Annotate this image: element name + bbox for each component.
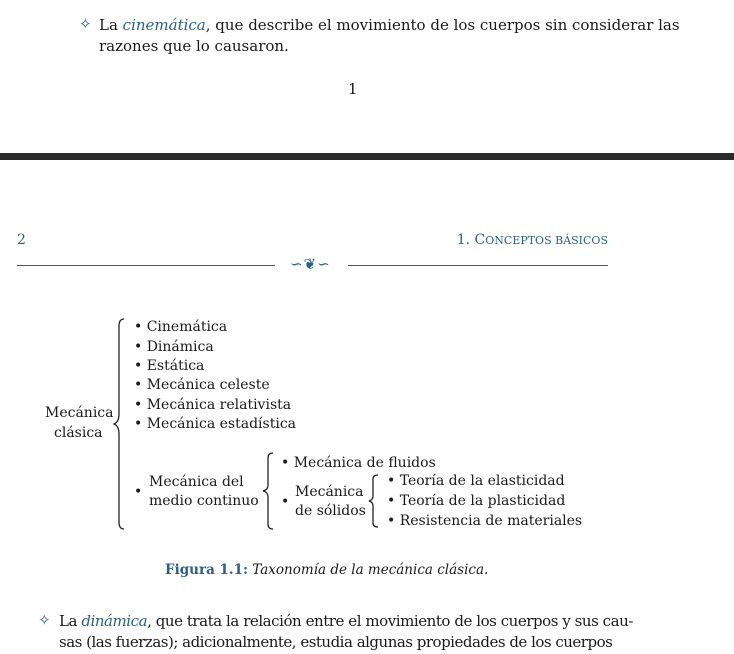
solids-line1: Mecánica [295, 484, 364, 500]
branch-plasticidad: • Teoría de la plasticidad [387, 493, 566, 509]
page-number-2: 2 [17, 232, 26, 248]
bullet-diamond-icon: ✧ [38, 611, 51, 629]
cinematica-item-line2: razones que lo causaron. [99, 37, 289, 55]
header-rule-left [17, 265, 275, 266]
item-text: , que trata la relación entre el movimiento de los cuerpos y sus cau- [147, 612, 633, 630]
branch-mecanica-fluidos: • Mecánica de fluidos [281, 455, 436, 471]
page-separator [0, 153, 734, 160]
solids-line2: de sólidos [295, 503, 366, 519]
main-brace [113, 318, 127, 530]
branch-dinamica: • Dinámica [134, 339, 214, 355]
cinematica-item-line1 [99, 15, 680, 35]
figure-caption-text: Taxonomía de la mecánica clásica. [252, 562, 489, 578]
branch-mecanica-relativista: • Mecánica relativista [134, 397, 292, 413]
running-header [457, 232, 608, 248]
chapter-number: 1. [456, 232, 475, 248]
branch-elasticidad: • Teoría de la elasticidad [387, 473, 565, 489]
ornament-icon: ∽❦∽ [290, 255, 331, 273]
solids-brace [368, 474, 380, 528]
dinamica-item-line1 [59, 611, 633, 631]
continuum-brace [262, 452, 276, 530]
branch-mecanica-estadistica: • Mecánica estadística [134, 416, 297, 432]
continuum-bullet: • [134, 484, 143, 500]
dinamica-item-line2: sas (las fuerzas); adicionalmente, estudia algunas propiedades de los cuerpos [59, 633, 613, 651]
branch-estatica: • Estática [134, 358, 205, 374]
continuum-line1: Mecánica del [149, 474, 244, 490]
header-rule-right [348, 265, 608, 266]
chapter-title-smallcaps: ONCEPTOS BÁSICOS [485, 234, 608, 247]
solids-bullet: • [281, 494, 290, 510]
bullet-diamond-icon: ✧ [79, 15, 92, 33]
taxonomy-root-line2: clásica [54, 425, 103, 441]
continuum-line2: medio continuo [149, 493, 259, 509]
item-prefix: La [99, 16, 123, 34]
branch-cinematica: • Cinemática [134, 319, 228, 335]
branch-mecanica-celeste: • Mecánica celeste [134, 377, 270, 393]
chapter-title-initial: C [474, 232, 486, 248]
taxonomy-root-line1: Mecánica [45, 405, 114, 421]
item-prefix: La [59, 612, 82, 630]
term-dinamica: dinámica [81, 612, 148, 630]
figure-caption [165, 562, 488, 578]
figure-label: Figura 1.1: [165, 562, 248, 578]
item-text: , que describe el movimiento de los cuerpos sin considerar las [205, 16, 680, 34]
term-cinematica: cinemática [122, 16, 206, 34]
branch-resistencia-materiales: • Resistencia de materiales [387, 513, 583, 529]
page-number-1: 1 [348, 80, 358, 98]
